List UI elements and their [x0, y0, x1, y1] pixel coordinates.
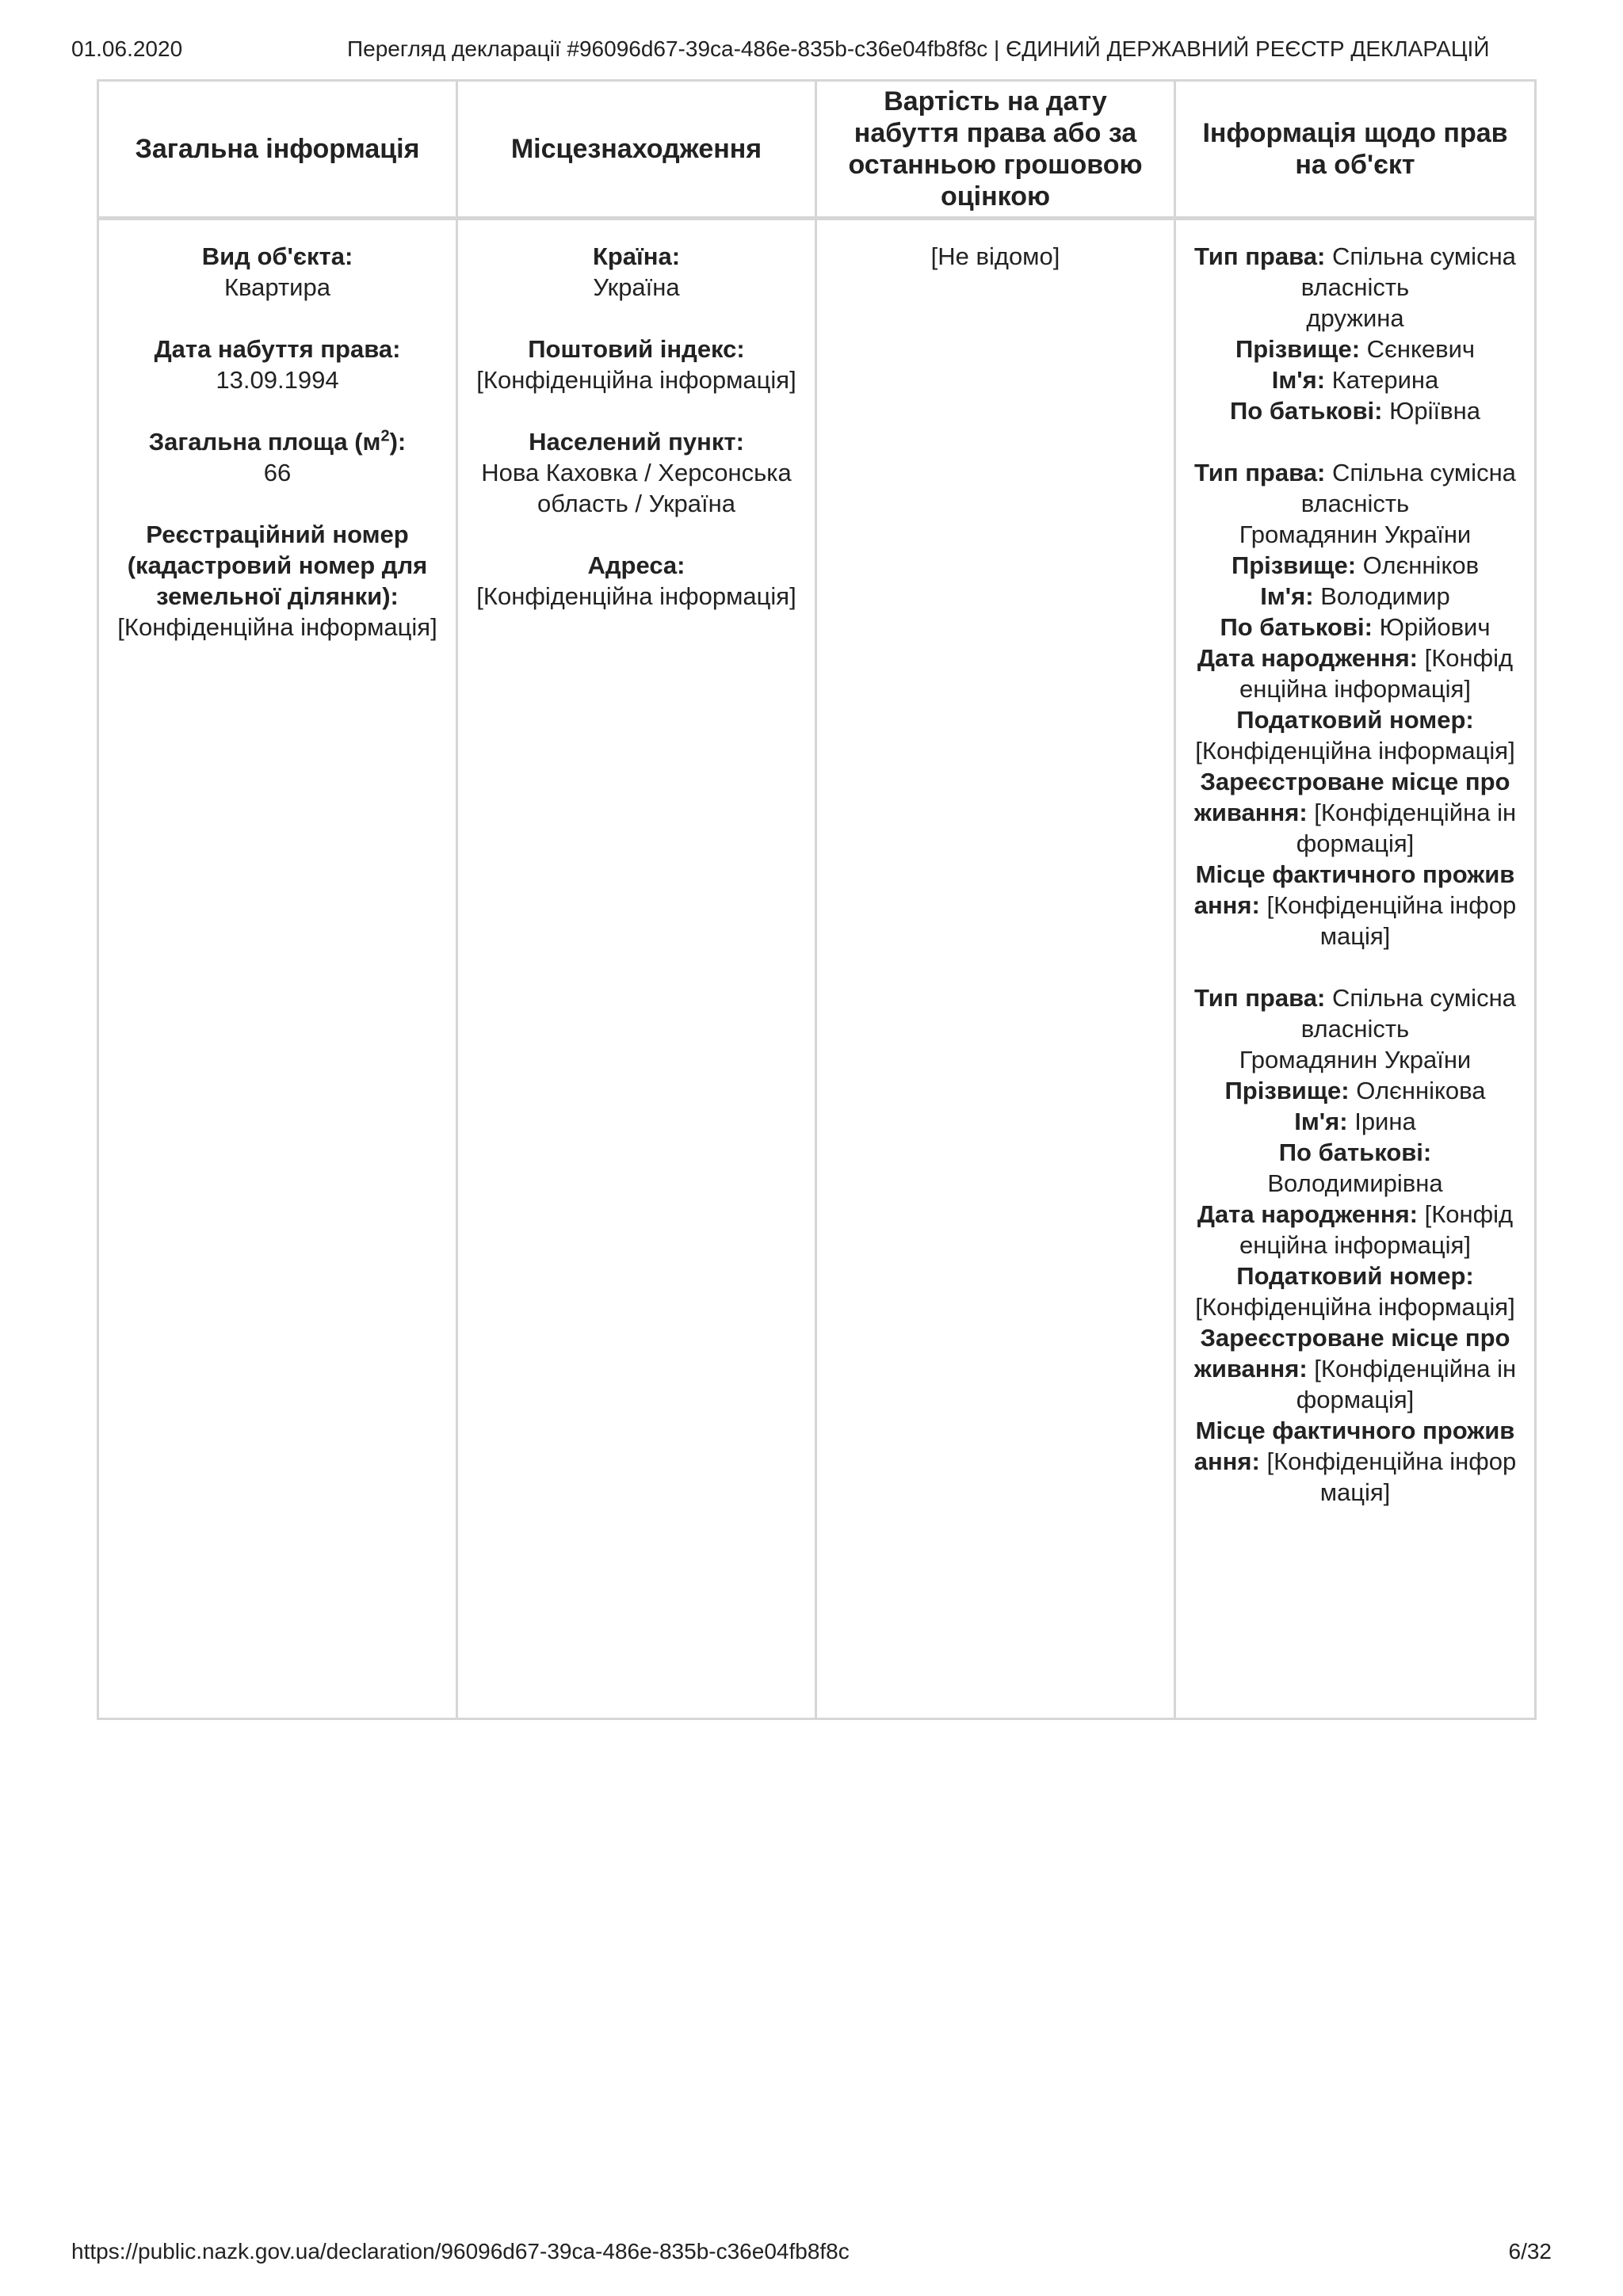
field-settlement — [474, 426, 799, 519]
value-text: [Не відомо] — [930, 242, 1060, 270]
owner-name-value: Ірина — [1354, 1108, 1416, 1135]
owner-surname-label: Прізвище: — [1224, 1077, 1350, 1104]
owner-name — [1193, 581, 1517, 612]
area-value: 66 — [263, 459, 292, 486]
owner-name-value: Володимир — [1320, 582, 1450, 610]
owner-block — [1193, 457, 1517, 952]
owner-type — [1193, 457, 1517, 519]
settlement-value: Нова Каховка / Херсонська область / Україна — [481, 459, 792, 517]
owner-patronymic — [1193, 612, 1517, 643]
owner-type-label: Тип права: — [1194, 242, 1326, 270]
object-type-value: Квартира — [224, 273, 330, 301]
owner-tax-number-label: Податковий номер: — [1236, 706, 1474, 734]
area-label-sup: 2 — [380, 427, 390, 445]
field-country — [474, 241, 799, 303]
owner-type-value: Спільна сумісна власність — [1300, 984, 1516, 1043]
owner-name — [1193, 364, 1517, 395]
owner-patronymic — [1193, 395, 1517, 426]
cell-rights — [1175, 219, 1536, 1719]
area-label — [115, 426, 440, 457]
column-header-rights: Інформація щодо прав на об'єкт — [1175, 81, 1536, 219]
owner-name — [1193, 1106, 1517, 1137]
owner-registered-residence — [1193, 766, 1517, 859]
address-label: Адреса: — [587, 551, 685, 579]
owner-relation: Громадянин України — [1239, 521, 1472, 548]
owner-birth-date-label: Дата народження: — [1197, 644, 1418, 672]
owner-block — [1193, 241, 1517, 426]
owner-registered-residence-label: Зареєстроване місце проживання: — [1193, 1324, 1510, 1383]
cell-location — [457, 219, 816, 1719]
owner-patronymic — [1193, 1137, 1517, 1199]
field-area — [115, 426, 440, 488]
country-value: Україна — [593, 273, 680, 301]
owner-actual-residence — [1193, 1415, 1517, 1508]
field-acquired-date — [115, 334, 440, 395]
owner-actual-residence-value: [Конфіденційна інформація] — [1266, 891, 1517, 950]
settlement-label: Населений пункт: — [529, 428, 744, 456]
owner-tax-number — [1193, 704, 1517, 766]
owner-actual-residence — [1193, 859, 1517, 952]
owner-registered-residence-value: [Конфіденційна інформація] — [1296, 1355, 1517, 1413]
country-label: Країна: — [592, 242, 681, 270]
owner-surname-label: Прізвище: — [1235, 335, 1361, 363]
owner-surname-value: Сєнкевич — [1366, 335, 1476, 363]
table-row — [98, 219, 1536, 1719]
owner-surname — [1193, 334, 1517, 364]
owner-patronymic-label: По батькові: — [1220, 613, 1373, 641]
owner-patronymic-label: По батькові: — [1229, 397, 1383, 425]
print-header — [71, 36, 1552, 68]
owner-surname-label: Прізвище: — [1231, 551, 1357, 579]
acquired-date-label: Дата набуття права: — [154, 335, 401, 363]
postal-code-label: Поштовий індекс: — [528, 335, 745, 363]
field-postal-code — [474, 334, 799, 395]
owner-patronymic-value: Юрійович — [1379, 613, 1491, 641]
property-table — [97, 79, 1537, 1720]
owner-name-value: Катерина — [1331, 366, 1439, 394]
owner-relation: Громадянин України — [1239, 1046, 1472, 1074]
area-label-prefix: Загальна площа (м — [148, 428, 381, 456]
owner-block — [1193, 982, 1517, 1508]
acquired-date-value: 13.09.1994 — [216, 366, 339, 394]
registration-number-value: [Конфіденційна інформація] — [117, 613, 437, 641]
owner-surname — [1193, 1075, 1517, 1106]
declaration-url: https://public.nazk.gov.ua/declaration/96096d67-39ca-486e-835b-c36e04fb8f8c — [71, 2239, 850, 2264]
owner-name-label: Ім'я: — [1294, 1108, 1348, 1135]
print-date: 01.06.2020 — [71, 36, 183, 61]
field-address — [474, 550, 799, 612]
document-title: Перегляд декларації #96096d67-39ca-486e-835b-c36e04fb8f8c | ЄДИНИЙ ДЕРЖАВНИЙ РЕЄСТР ДЕКЛАРАЦІЙ — [347, 36, 1490, 61]
owner-tax-number-label: Податковий номер: — [1236, 1262, 1474, 1290]
column-header-value: Вартість на дату набуття права або за останньою грошовою оцінкою — [816, 81, 1175, 219]
owner-name-label: Ім'я: — [1271, 366, 1326, 394]
owner-registered-residence-value: [Конфіденційна інформація] — [1296, 799, 1517, 857]
owner-actual-residence-value: [Конфіденційна інформація] — [1266, 1447, 1517, 1506]
owner-birth-date — [1193, 643, 1517, 704]
owner-birth-date-value: [Конфіденційна інформація] — [1239, 1200, 1514, 1259]
owner-actual-residence-label: Місце фактичного проживання: — [1193, 860, 1515, 919]
column-header-location: Місцезнаходження — [457, 81, 816, 219]
owner-type-value: Спільна сумісна власність — [1300, 459, 1516, 517]
owner-surname — [1193, 550, 1517, 581]
owner-relation: дружина — [1306, 304, 1404, 332]
area-label-suffix: ): — [389, 428, 407, 456]
column-header-general: Загальна інформація — [98, 81, 457, 219]
owner-type-value: Спільна сумісна власність — [1300, 242, 1516, 301]
owner-type-label: Тип права: — [1194, 984, 1326, 1012]
cell-general — [98, 219, 457, 1719]
registration-number-label: Реєстраційний номер (кадастровий номер для земельної ділянки): — [127, 521, 428, 610]
owner-actual-residence-label: Місце фактичного проживання: — [1193, 1417, 1515, 1475]
owner-type — [1193, 241, 1517, 303]
table-header-row — [98, 81, 1536, 219]
owner-tax-number-value: [Конфіденційна інформація] — [1195, 737, 1515, 765]
page-number: 6/32 — [1508, 2239, 1552, 2264]
owner-type — [1193, 982, 1517, 1044]
owner-tax-number — [1193, 1261, 1517, 1322]
owner-registered-residence — [1193, 1322, 1517, 1415]
owner-birth-date-value: [Конфіденційна інформація] — [1239, 644, 1514, 703]
owner-patronymic-value: Володимирівна — [1267, 1169, 1443, 1197]
field-object-type — [115, 241, 440, 303]
owner-type-label: Тип права: — [1194, 459, 1326, 486]
field-registration-number — [115, 519, 440, 643]
cell-value — [816, 219, 1175, 1719]
owner-registered-residence-label: Зареєстроване місце проживання: — [1193, 768, 1510, 826]
postal-code-value: [Конфіденційна інформація] — [476, 366, 796, 394]
owner-patronymic-value: Юріївна — [1389, 397, 1480, 425]
owner-birth-date — [1193, 1199, 1517, 1261]
address-value: [Конфіденційна інформація] — [476, 582, 796, 610]
owner-patronymic-label: По батькові: — [1278, 1138, 1432, 1166]
owner-surname-value: Олєнніков — [1362, 551, 1480, 579]
owner-tax-number-value: [Конфіденційна інформація] — [1195, 1293, 1515, 1321]
owner-birth-date-label: Дата народження: — [1197, 1200, 1418, 1228]
owner-surname-value: Олєннікова — [1356, 1077, 1486, 1104]
object-type-label: Вид об'єкта: — [201, 242, 353, 270]
owner-name-label: Ім'я: — [1260, 582, 1314, 610]
